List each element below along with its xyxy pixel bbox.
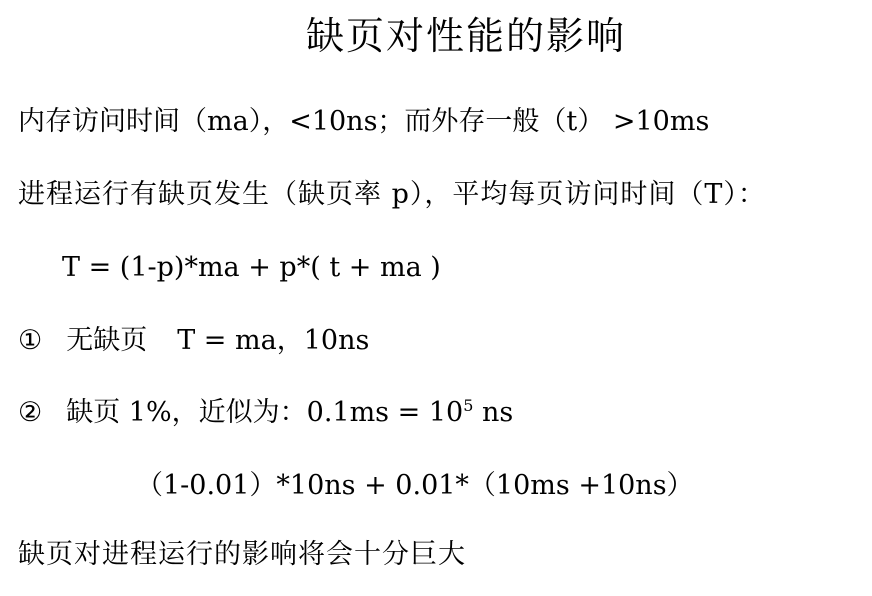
memory-access-line: 内存访问时间（ma），<10ns；而外存一般（t） >10ms (18, 106, 710, 137)
case-no-fault-label: 无缺页 (66, 325, 148, 356)
unit-text: ns (473, 397, 514, 428)
conclusion-line: 缺页对进程运行的影响将会十分巨大 (18, 539, 466, 570)
exponent: 5 (463, 396, 474, 415)
page-fault-intro-line: 进程运行有缺页发生（缺页率 p），平均每页访问时间（T）： (18, 179, 766, 210)
circled-number-one: ① (18, 325, 43, 356)
case-one-percent-line (18, 397, 513, 429)
formula-line: T = (1-p)*ma + p*( t + ma ) (62, 252, 441, 283)
case-no-fault-text: T = ma，10ns (177, 325, 370, 356)
slide-title: 缺页对性能的影响 (305, 14, 626, 58)
calculation-line: （1-0.01）*10ns + 0.01*（10ms +10ns） (136, 470, 694, 501)
case-no-fault-line (18, 325, 369, 357)
circled-number-two: ② (18, 397, 43, 428)
case-one-percent-label: 缺页 1%，近似为：0.1ms = 10 (66, 397, 464, 428)
